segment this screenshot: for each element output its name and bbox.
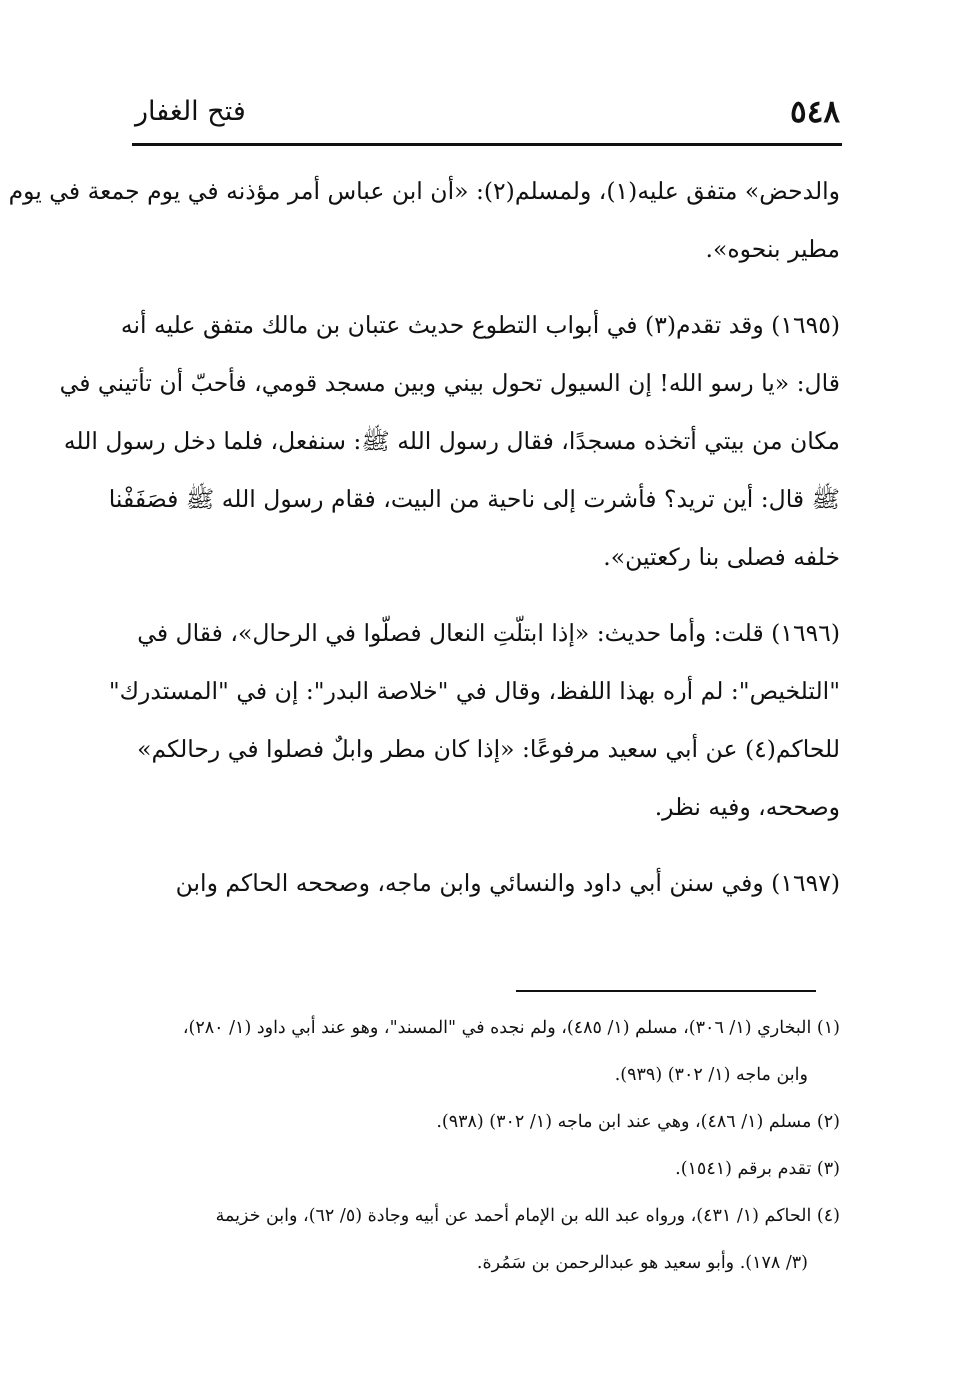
footnote-4: (٤) الحاكم (١/ ٤٣١)، ورواه عبد الله بن الإمام أحمد عن أبيه وجادة (٥/ ٦٢)، وابن خزيمة [215, 1206, 840, 1226]
page-header [135, 92, 840, 132]
text-line: خلفه فصلى بنا ركعتين». [603, 543, 840, 571]
footnote-divider [516, 990, 816, 992]
footnote-4-continued: (٣/ ١٧٨). وأبو سعيد هو عبدالرحمن بن سَمُرة. [476, 1253, 808, 1273]
text-line: قال: «يا رسو الله! إن السيول تحول بيني وبين مسجد قومي، فأحبّ أن تأتيني في [59, 369, 840, 397]
footnote-2: (٢) مسلم (١/ ٤٨٦)، وهي عند ابن ماجه (١/ ٣٠٢) (٩٣٨). [436, 1112, 840, 1132]
footnote-1-continued: وابن ماجه (١/ ٣٠٢) (٩٣٩). [614, 1065, 808, 1085]
page-number: ٥٤٨ [790, 94, 840, 130]
text-line: مطير بنحوه». [705, 235, 840, 263]
text-line: (١٦٩٦) قلت: وأما حديث: «إذا ابتلّتِ النعال فصلّوا في الرحال»، فقال في [137, 619, 840, 647]
paragraph-1 [8, 162, 840, 278]
text-line: مكان من بيتي أتخذه مسجدًا، فقال رسول الله ﷺ: سنفعل، فلما دخل رسول الله [63, 427, 840, 455]
text-line: ﷺ قال: أين تريد؟ فأشرت إلى ناحية من البيت، فقام رسول الله ﷺ فصَفَفْنا [108, 485, 840, 513]
footnotes [132, 1005, 840, 1287]
text-line: "التلخيص": لم أره بهذا اللفظ، وقال في "خلاصة البدر": إن في "المستدرك" [108, 677, 840, 705]
footnote-1: (١) البخاري (١/ ٣٠٦)، مسلم (١/ ٤٨٥)، ولم نجده في "المسند"، وهو عند أبي داود (١/ ٢٨٠)، [182, 1018, 840, 1038]
text-line: (١٦٩٧) وفي سنن أبي داود والنسائي وابن ماجه، وصححه الحاكم وابن [175, 869, 840, 897]
text-line: والدحض» متفق عليه(١)، ولمسلم(٢): «أن ابن عباس أمر مؤذنه في يوم جمعة في يوم [8, 177, 840, 205]
paragraph-1697 [132, 854, 840, 912]
footnote-3: (٣) تقدم برقم (١٥٤١). [675, 1159, 840, 1179]
main-text [8, 162, 840, 912]
paragraph-1696 [108, 604, 840, 836]
text-line: وصححه، وفيه نظر. [654, 793, 840, 821]
book-title: فتح الغفار [135, 96, 246, 127]
header-divider [132, 143, 842, 146]
text-line: للحاكم(٤) عن أبي سعيد مرفوعًا: «إذا كان مطر وابلٌ فصلوا في رحالكم» [137, 735, 840, 763]
text-line: (١٦٩٥) وقد تقدم(٣) في أبواب التطوع حديث عتبان بن مالك متفق عليه أنه [120, 311, 840, 339]
paragraph-1695 [59, 296, 840, 586]
